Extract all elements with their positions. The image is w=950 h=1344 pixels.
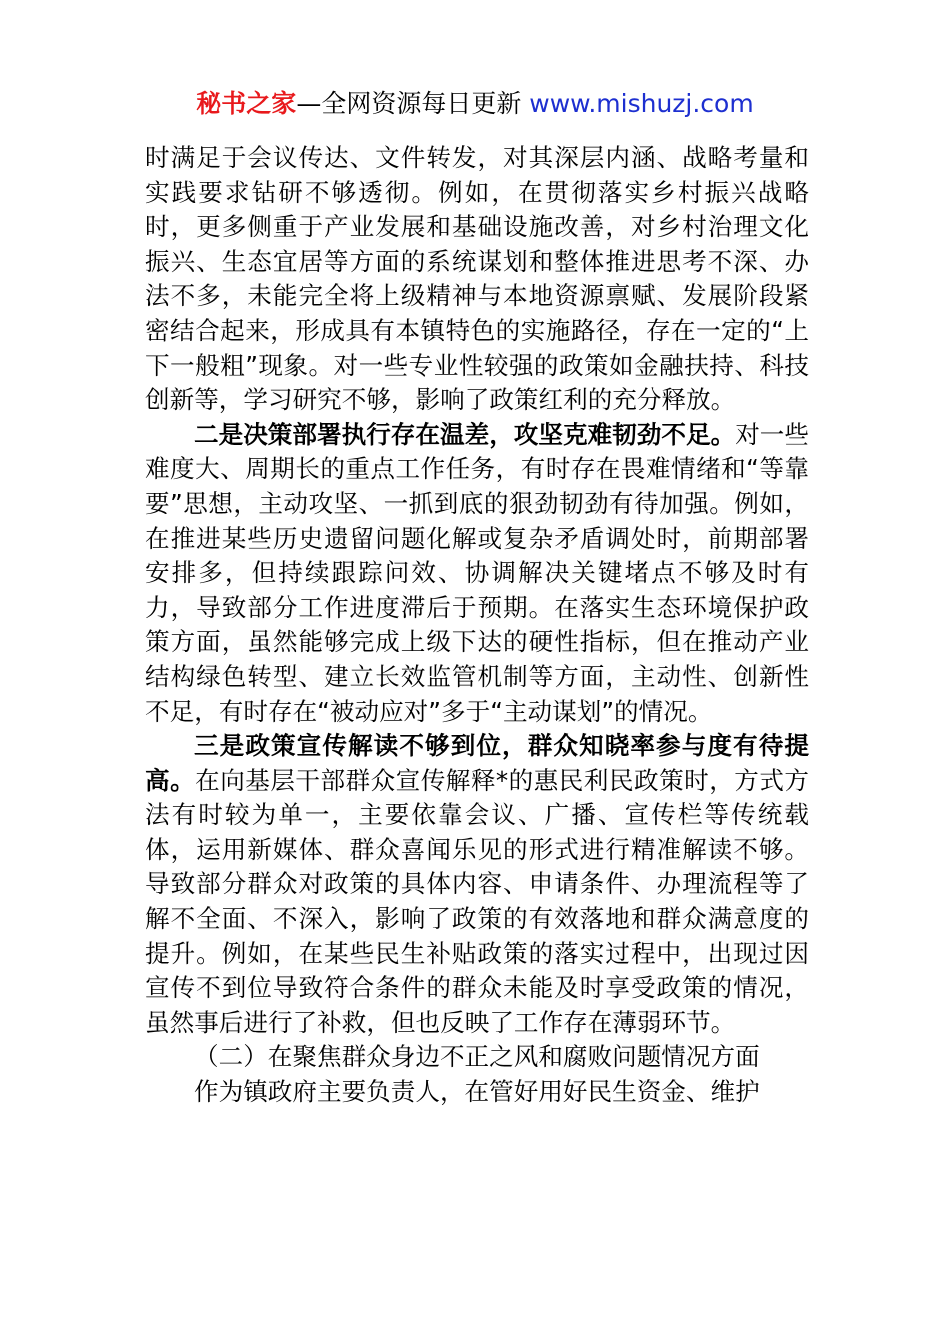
paragraph-section-intro: 作为镇政府主要负责人，在管好用好民生资金、维护 <box>194 1077 760 1107</box>
point-two-heading: 二是决策部署执行存在温差，攻坚克难韧劲不足。 <box>194 419 736 449</box>
header-tagline: —全网资源每日更新 <box>296 89 522 118</box>
paragraph-continuation: 时满足于会议传达、文件转发，对其深层内涵、战略考量和实践要求钻研不够透彻。例如，在贯彻落实乡村振兴战略时，更多侧重于产业发展和基础设施改善，对乡村治理文化振兴、生态宜居等方面的系统谋划和整体推进思考不深、办法不多，未能完全将上级精神与本地资源禀赋、发展阶段紧密结合起来，形成具有本镇特色的实施路径，存在一定的“上下一般粗”现象。对一些专业性较强的政策如金融扶持、科技创新等，学习研究不够，影响了政策红利的充分释放。 <box>145 143 809 415</box>
header-url-link[interactable]: www.mishuzj.com <box>529 89 754 118</box>
page-header <box>0 86 950 122</box>
point-three-text: 在向基层干部群众宣传解释*的惠民利民政策时，方式方法有时较为单一，主要依靠会议、广播、宣传栏等传统载体，运用新媒体、群众喜闻乐见的形式进行精准解读不够。导致部分群众对政策的具体内容、申请条件、办理流程等了解不全面、不深入，影响了政策的有效落地和群众满意度的提升。例如，在某些民生补贴政策的落实过程中，出现过因宣传不到位导致符合条件的群众未能及时享受政策的情况，虽然事后进行了补救，但也反映了工作存在薄弱环节。 <box>145 765 809 1037</box>
section-heading: （二）在聚焦群众身边不正之风和腐败问题情况方面 <box>194 1042 760 1072</box>
document-body <box>145 141 809 1110</box>
paragraph-point-three <box>145 729 809 1040</box>
brand-name: 秘书之家 <box>196 89 297 118</box>
paragraph-point-two <box>145 418 809 729</box>
point-three-heading: 三是政策宣传解读不够到位，群众知晓率参与度有待提高。 <box>145 731 809 795</box>
point-two-text: 对一些难度大、周期长的重点工作任务，有时存在畏难情绪和“等靠要”思想，主动攻坚、一抓到底的狠劲韧劲有待加强。例如，在推进某些历史遗留问题化解或复杂矛盾调处时，前期部署安排多，但持续跟踪问效、协调解决关键堵点不够及时有力，导致部分工作进度滞后于预期。在落实生态环境保护政策方面，虽然能够完成上级下达的硬性指标，但在推动产业结构绿色转型、建立长效监管机制等方面，主动性、创新性不足，有时存在“被动应对”多于“主动谋划”的情况。 <box>145 419 809 726</box>
